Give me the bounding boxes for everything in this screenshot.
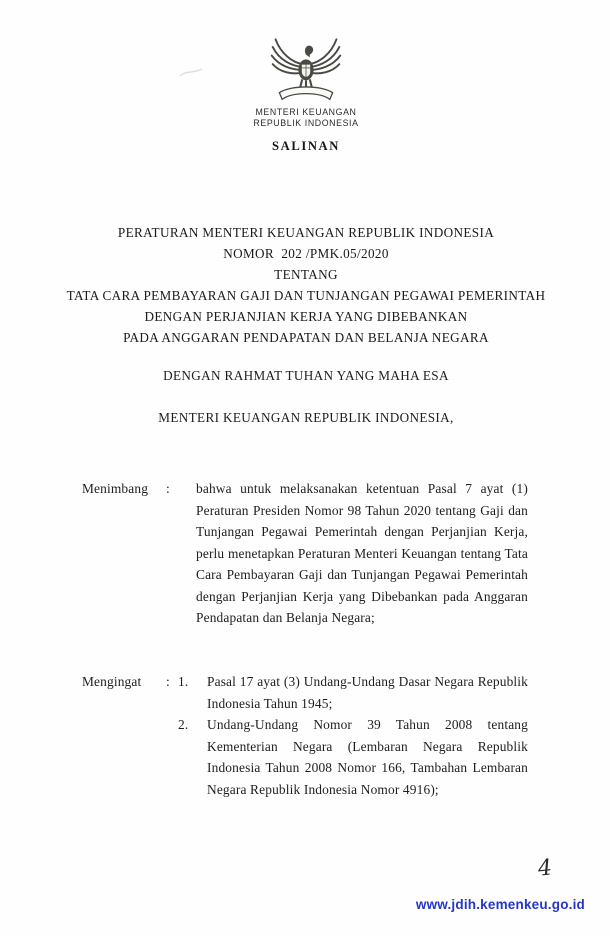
list-item-number: 2. — [178, 717, 189, 732]
scan-smudge-mark — [178, 66, 204, 85]
letterhead-line-ministry: MENTERI KEUANGAN — [255, 107, 357, 117]
list-item — [178, 671, 528, 714]
handwritten-page-number: 4 — [536, 855, 554, 882]
title-line-subject-2: DENGAN PERJANJIAN KERJA YANG DIBEBANKAN — [144, 309, 468, 324]
list-item-text: Undang-Undang Nomor 39 Tahun 2008 tentang Kementerian Negara (Lembaran Negara Republik Indonesia Tahun 2008 Nomor 166, Tambahan Lembaran Negara Republik Indonesia Nomor 4916); — [207, 717, 528, 797]
considering-label: Menimbang — [82, 481, 149, 496]
considering-text: bahwa untuk melaksanakan ketentuan Pasal 7 ayat (1) Peraturan Presiden Nomor 98 Tahun 2020 tentang Gaji dan Tunjangan Pegawai Pemerintah dengan Perjanjian Kerja, perlu menetapkan Peraturan Menteri Keuangan tentang Tata Cara Pembayaran Gaji dan Tunjangan Pegawai Pemerintah dengan Perjanjian Kerja yang Dibebankan pada Anggaran Pendapatan dan Belanja Negara; — [196, 481, 528, 625]
list-item-text: Pasal 17 ayat (3) Undang-Undang Dasar Negara Republik Indonesia Tahun 1945; — [207, 674, 528, 711]
letterhead-line-republic: REPUBLIK INDONESIA — [253, 118, 359, 128]
title-line-subject-3: PADA ANGGARAN PENDAPATAN DAN BELANJA NEGARA — [123, 330, 489, 345]
copy-label: SALINAN — [272, 139, 340, 153]
considering-colon: : — [166, 481, 170, 496]
considering-clause — [82, 478, 528, 629]
jdih-website-link[interactable]: www.jdih.kemenkeu.go.id — [415, 897, 585, 912]
remembering-list — [178, 671, 528, 800]
regulation-title-block — [0, 222, 612, 348]
remembering-label: Mengingat — [82, 674, 142, 689]
letterhead — [0, 107, 612, 129]
authority-line: MENTERI KEUANGAN REPUBLIK INDONESIA, — [158, 410, 454, 425]
list-item — [178, 714, 528, 800]
remembering-clause — [82, 671, 528, 800]
garuda-emblem-icon — [267, 26, 345, 111]
list-item-number: 1. — [178, 674, 189, 689]
title-line-number: NOMOR 202 /PMK.05/2020 — [223, 246, 389, 261]
remembering-colon: : — [166, 674, 170, 689]
title-line-about: TENTANG — [274, 267, 338, 282]
title-line-regulation: PERATURAN MENTERI KEUANGAN REPUBLIK INDONESIA — [117, 225, 495, 240]
title-line-subject-1: TATA CARA PEMBAYARAN GAJI DAN TUNJANGAN PEGAWAI PEMERINTAH — [66, 288, 546, 303]
invocation-line: DENGAN RAHMAT TUHAN YANG MAHA ESA — [163, 368, 449, 383]
